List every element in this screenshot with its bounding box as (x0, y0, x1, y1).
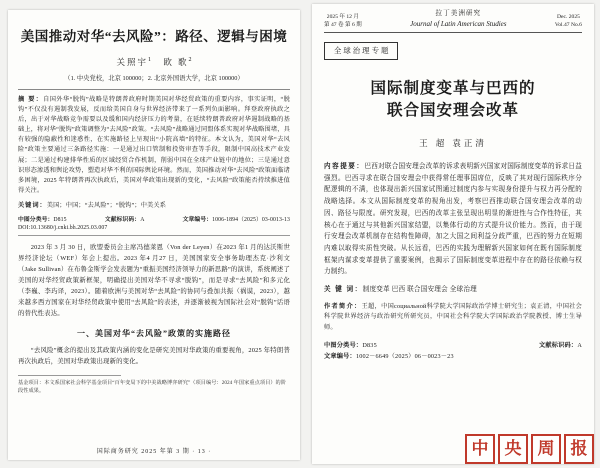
left-article-footnote: 基金项目：本文系国家社会科学基金项目“百年变局下的中美战略博弈研究”（项目编号：2024 年国家重点项目）的阶段性成果。 (18, 379, 287, 394)
right-clc-label: 中图分类号： (324, 342, 363, 350)
doc-type (105, 214, 145, 223)
footnote-divider (18, 375, 121, 376)
right-keywords-label: 关 键 词： (324, 286, 363, 294)
watermark-char-2: 央 (498, 434, 528, 464)
header-right (555, 13, 582, 30)
author-info-label: 作者简介： (324, 302, 362, 310)
clc-value: D815 (53, 216, 67, 223)
left-article-keywords (18, 201, 290, 211)
author-2-sup: 2 (188, 57, 192, 64)
journal-name-cn: 拉丁美洲研究 (435, 10, 482, 17)
clc-code (18, 214, 67, 223)
right-doc (539, 340, 582, 349)
left-article-footer: 国际商务研究 2025 年第 3 期 · 13 · (96, 449, 212, 455)
left-article-page (8, 10, 300, 460)
left-article-abstract (18, 95, 290, 195)
right-abstract-text: 巴西对联合国安理会改革的诉求表明新兴国家对国际制度变革的诉求日益强烈。巴西寻求在联合国安理会中获得常任理事国席位，反映了其对现行国际秩序分配逻辑的不满，也体现出新兴国家试图通过制度内参与实现身份提升与权力再分配的战略选择。本文从国际制度变革的视角出发，考察巴西推动联合国安理会改革的动因、路径与限度。研究发现，巴西的改革主张呈现出明显的渐进性与合作性特征，其核心在于通过与其他新兴国家结盟，以集体行动的方式提升议价能力。然而，由于现行安理会改革机制存在结构性障碍，加之大国之间利益分歧严重，巴西的努力在短期内难以取得实质性突破。从长远看，巴西的实践为理解新兴国家如何在既有国际制度框架内谋求变革提供了重要案例，也揭示了国际制度变革进程中存在的路径依赖与权力制约。 (324, 162, 583, 276)
right-article-page (312, 4, 594, 464)
watermark-logo (465, 434, 594, 464)
header-volume-cn: 第 47 卷 第 6 期 (324, 22, 362, 28)
right-article-label: 文章编号： (324, 353, 356, 361)
header-date-cn: 2025 年 12 月 (326, 13, 359, 20)
left-article-authors (18, 56, 290, 68)
left-article-doi: DOI:10.13680/j.cnki.bh.2025.03.007 (18, 224, 108, 231)
header-divider (324, 32, 582, 33)
topic-badge: 全球治理专题 (324, 42, 398, 60)
author-1-sup: 1 (148, 57, 151, 64)
header-date-en: Dec. 2025 (556, 13, 580, 20)
divider-2 (18, 235, 290, 236)
right-doc-label: 文献标识码： (539, 342, 578, 350)
left-article-paragraph-1: 2023 年 3 月 30 日，欧盟委员会主席冯德莱恩（Von der Leyen）在2023 年1 月的达沃斯世界经济论坛（WEF）年会上提出。2023 年4 月27 日，美国国家安全事务助理杰克·沙利文（Jake Sullivan）在布鲁金斯学会发表题为“重振美国经济领导力的新思路”的演讲，系统阐述了美国的对华经贸政策新框架，明确提出美国对华不寻求“脱钩”，而是寻求“去风险”和多元化（李巍、李玙译，2023）。随着欧洲与美国对华“去风险”的协同与叠加共振（祸谟，2023），越来越多西方国家在对华经贸政策中使用“去风险”的表述，并逐渐被视为国际社会对“脱钩”话语的替代性表达。 (18, 243, 290, 317)
left-article-section-heading: 一、美国对华“去风险”政策的实施路径 (77, 328, 231, 338)
left-article-affiliation: （1. 中央党校，北京 100000；2. 北京外国语大学，北京 100000） (64, 75, 244, 83)
abstract-label: 摘 要： (18, 96, 44, 104)
article-label: 文章编号： (182, 216, 213, 223)
header-volume-en: Vol.47 No.6 (554, 22, 582, 28)
keywords-text: 美国；中国；“去风险”；“脱钩”；中美关系 (46, 201, 167, 209)
right-abstract-label: 内容提要： (324, 162, 365, 170)
doc-value: A (140, 216, 145, 223)
author-2-name: 欧 歌 (163, 57, 189, 68)
author-1-name: 关照宇 (116, 57, 148, 68)
right-article-running-head (324, 9, 582, 31)
right-article-keywords (324, 284, 582, 296)
right-doc-value: A (577, 342, 582, 350)
right-clc (324, 340, 377, 349)
article-value: 1006-1894（2025）03-0013-13 (212, 216, 290, 223)
title-line-1: 国际制度变革与巴西的 (370, 79, 536, 97)
left-article-paragraph-2: “去风险”概念的提出及其政策内涵的变化是研究美国对华政策的重要视角，2025 年特朗普再次执政后，美国对华政策出现新的变化。 (18, 346, 290, 365)
keywords-label: 关键词： (18, 201, 47, 209)
doc-label: 文献标识码： (104, 216, 141, 223)
author-info-text: 王超，中国социальной科学院大学国际政治学博士研究生；袁正清，中国社会科学院世界经济与政治研究所研究员，中国社会科学院大学国际政治学院教授、博士生导师。 (324, 302, 582, 331)
right-article-author-info (324, 302, 582, 334)
left-article-title: 美国推动对华“去风险”：路径、逻辑与困境 (20, 29, 288, 44)
watermark-char-3: 周 (531, 434, 561, 464)
left-article-meta-row (18, 214, 290, 223)
divider (18, 89, 290, 90)
right-article-value: 1002－6649（2025）06－0023－23 (355, 353, 454, 361)
right-article-abstract (324, 161, 582, 278)
abstract-text: 自国外华“脱钩”战略是特朗普政府时期美国对华经贸政策的重要内容，事实证明，“脱钩”不仅没有遏制我发展，反而给美国自身与世界经济带来了一系列负面影响。拜登政府执政之后，出于对华战略竞争需要以及缓和国内经济压力的考量，在延续特朗普政府对华遏制战略的基础上，将对华“脱钩”政策调整为“去风险”政策。“去风险”战略通过同盟体系实现对华战略围堵，具有较强的隐蔽性和迷惑性，在实施路径上呈现出“小院高墙”的特征。本文认为，美国对华“去风险”政策主要通过三条路径实施：一是通过出口管制和投资审查等手段，限制中国高技术产业发展；二是通过构建排华性质的区域经贸合作机制，削弱中国在全球产业链中的地位；三是通过意识形态渗透和舆论攻势，塑造对华不利的国际舆论环境。然而，美国推动对华“去风险”政策面临诸多困境，2025 年特朗普再次执政后，美国对华政策出现新的变化，“去风险”政策能否持续推进值得关注。 (18, 96, 291, 194)
article-number (183, 214, 290, 223)
right-clc-value: D835 (362, 342, 377, 350)
right-keywords-text: 制度变革 巴西 联合国安理会 全球治理 (362, 286, 477, 294)
journal-name-en: Journal of Latin American Studies (410, 19, 507, 28)
watermark-char-4: 报 (564, 434, 594, 464)
right-article-code-row (324, 340, 582, 349)
header-center (410, 9, 506, 29)
watermark-char-1: 中 (465, 434, 495, 464)
right-article-authors: 王 超 袁正清 (419, 137, 487, 148)
right-article-title (324, 78, 582, 123)
header-left (324, 13, 362, 30)
clc-label: 中图分类号： (18, 216, 54, 223)
title-line-2: 联合国安理会改革 (386, 102, 519, 120)
right-article-article-number (324, 351, 582, 360)
